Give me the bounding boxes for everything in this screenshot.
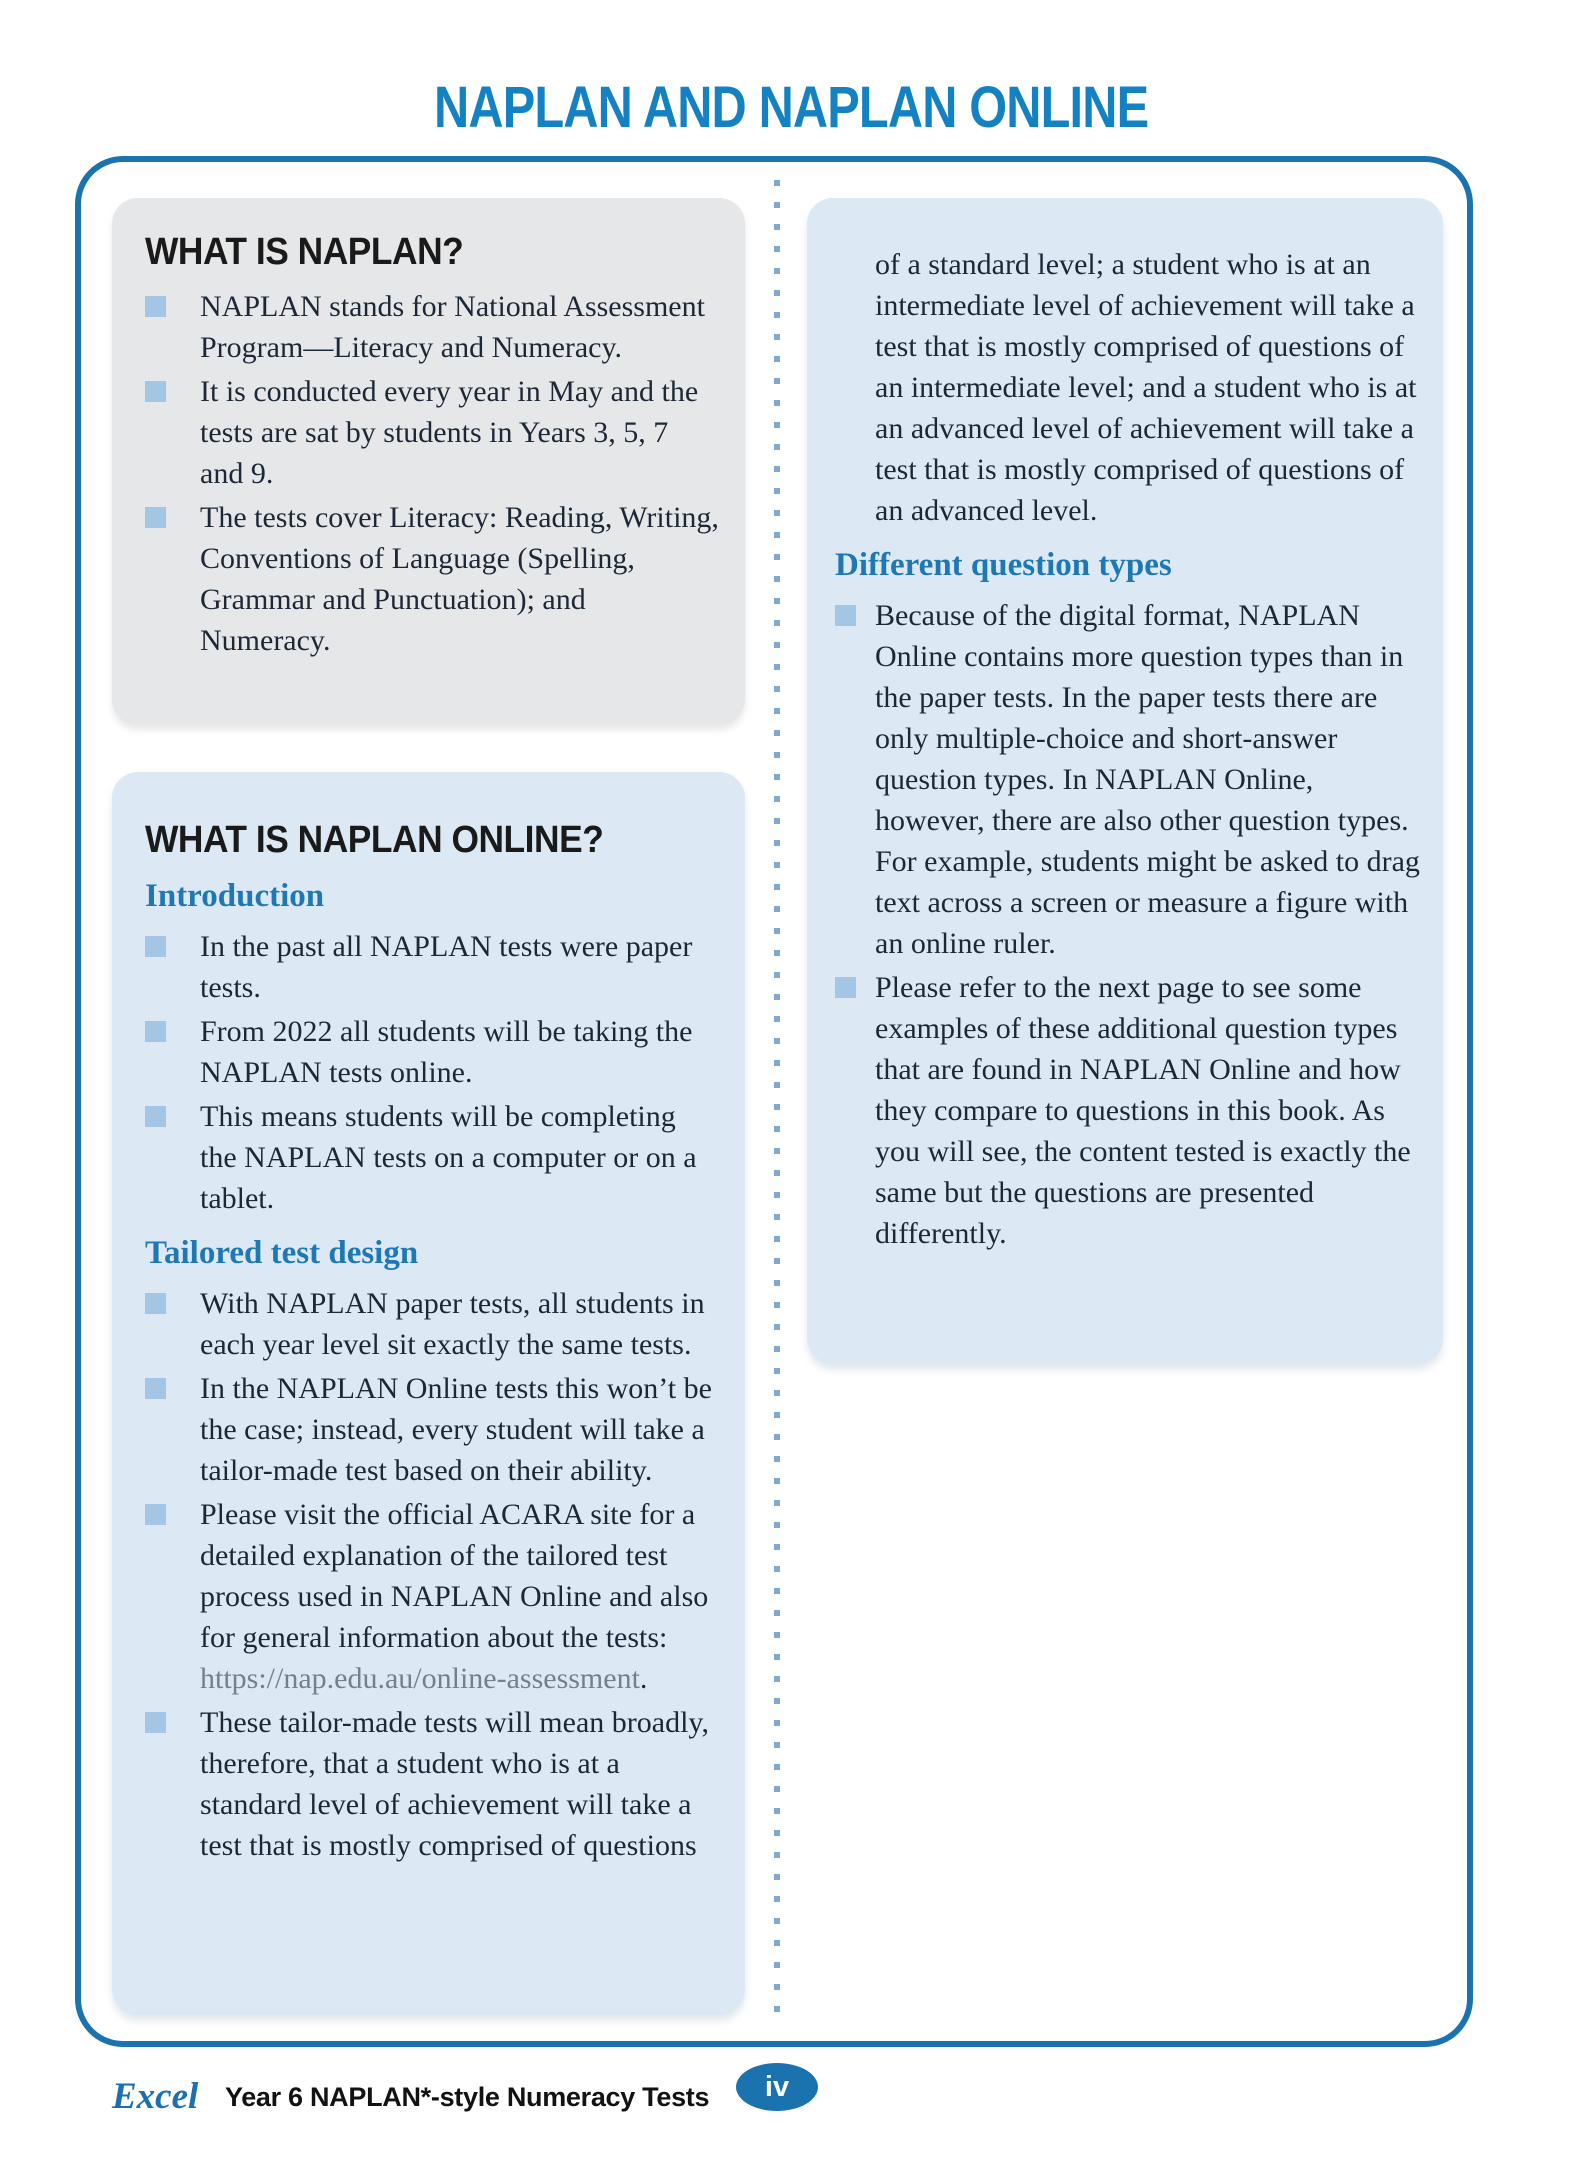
different-question-types-subheading: Different question types (835, 547, 1172, 583)
page-number: iv (764, 2070, 790, 2103)
bullet-square-icon (145, 296, 166, 317)
list-item-text: From 2022 all students will be taking the NAPLAN tests online. (200, 1015, 693, 1089)
page-title (0, 75, 1582, 140)
page-number-badge (736, 2063, 818, 2111)
bullet-square-icon (145, 1504, 166, 1525)
bullet-square-icon (145, 1021, 166, 1042)
bullet-square-icon (145, 1378, 166, 1399)
bullet-square-icon (835, 605, 856, 626)
list-item (145, 1494, 719, 1699)
introduction-subheading: Introduction (145, 878, 325, 914)
list-item (835, 595, 1425, 964)
list-item-text: NAPLAN stands for National Assessment Program—Literacy and Numeracy. (200, 290, 705, 364)
list-item-text: This means students will be completing the NAPLAN tests on a computer or on a tablet. (200, 1100, 697, 1215)
bullet-square-icon (145, 936, 166, 957)
list-item-text (200, 1494, 719, 1699)
list-item (145, 371, 719, 494)
list-item-text-suffix: . (639, 1662, 648, 1695)
continuation-paragraph: of a standard level; a student who is at an intermediate level of achievement will take a test that is mostly comprised of questions of an intermediate level; and a student who is at an advanced level of achievement will take a test that is mostly comprised of questions of an advanced level. (875, 248, 1417, 527)
list-item-text: In the NAPLAN Online tests this won’t be the case; instead, every student will take a tailor-made test based on their ability. (200, 1372, 712, 1487)
page-title-text: NAPLAN AND NAPLAN ONLINE (433, 75, 1149, 140)
bullet-square-icon (145, 1106, 166, 1127)
list-item-text: These tailor-made tests will mean broadly, therefore, that a student who is at a standard level of achievement will take a test that is mostly comprised of questions (200, 1706, 709, 1862)
bullet-square-icon (145, 381, 166, 402)
column-divider-dotted-line (774, 180, 780, 2025)
list-item (145, 497, 719, 661)
list-item (835, 967, 1425, 1254)
what-is-naplan-heading: WHAT IS NAPLAN? (145, 231, 464, 273)
right-column-box (807, 198, 1443, 1364)
list-item-text: Because of the digital format, NAPLAN Online contains more question types than in the paper tests. In the paper tests there are only multiple-choice and short-answer question types. In NAPLAN Online, however, there are also other question types. For example, students might be asked to drag text across a screen or measure a figure with an online ruler. (875, 599, 1420, 960)
list-item (145, 1702, 719, 1866)
list-item-text-prefix: Please visit the official ACARA site for a detailed explanation of the tailored test process used in NAPLAN Online and also for general information about the tests: (200, 1498, 709, 1654)
list-item (145, 1011, 719, 1093)
bullet-square-icon (145, 1293, 166, 1314)
acara-url-link[interactable]: https://nap.edu.au/online-assessment (200, 1662, 640, 1695)
list-item (145, 286, 719, 368)
list-item-text: Please refer to the next page to see some examples of these additional question types that are found in NAPLAN Online and how they compare to questions in this book. As you will see, the content tested is exactly the same but the questions are presented differently. (875, 971, 1411, 1250)
what-is-naplan-box (112, 198, 745, 725)
list-item-text: It is conducted every year in May and the tests are sat by students in Years 3, 5, 7 and 9. (200, 375, 699, 490)
list-item (145, 1096, 719, 1219)
list-item (145, 926, 719, 1008)
what-is-naplan-online-heading: WHAT IS NAPLAN ONLINE? (145, 819, 604, 861)
tailored-test-design-subheading: Tailored test design (145, 1235, 419, 1271)
list-item-text: With NAPLAN paper tests, all students in each year level sit exactly the same tests. (200, 1287, 705, 1361)
list-item (145, 1368, 719, 1491)
list-item-text: In the past all NAPLAN tests were paper tests. (200, 930, 693, 1004)
what-is-naplan-online-box (112, 772, 745, 2015)
bullet-square-icon (145, 507, 166, 528)
bullet-square-icon (835, 977, 856, 998)
list-item-text: The tests cover Literacy: Reading, Writing, Conventions of Language (Spelling, Grammar and Punctuation); and Numeracy. (200, 501, 719, 657)
excel-brand-logo: Excel (112, 2076, 199, 2117)
list-item (145, 1283, 719, 1365)
footer-book-title: Year 6 NAPLAN*-style Numeracy Tests (225, 2082, 710, 2112)
bullet-square-icon (145, 1712, 166, 1733)
